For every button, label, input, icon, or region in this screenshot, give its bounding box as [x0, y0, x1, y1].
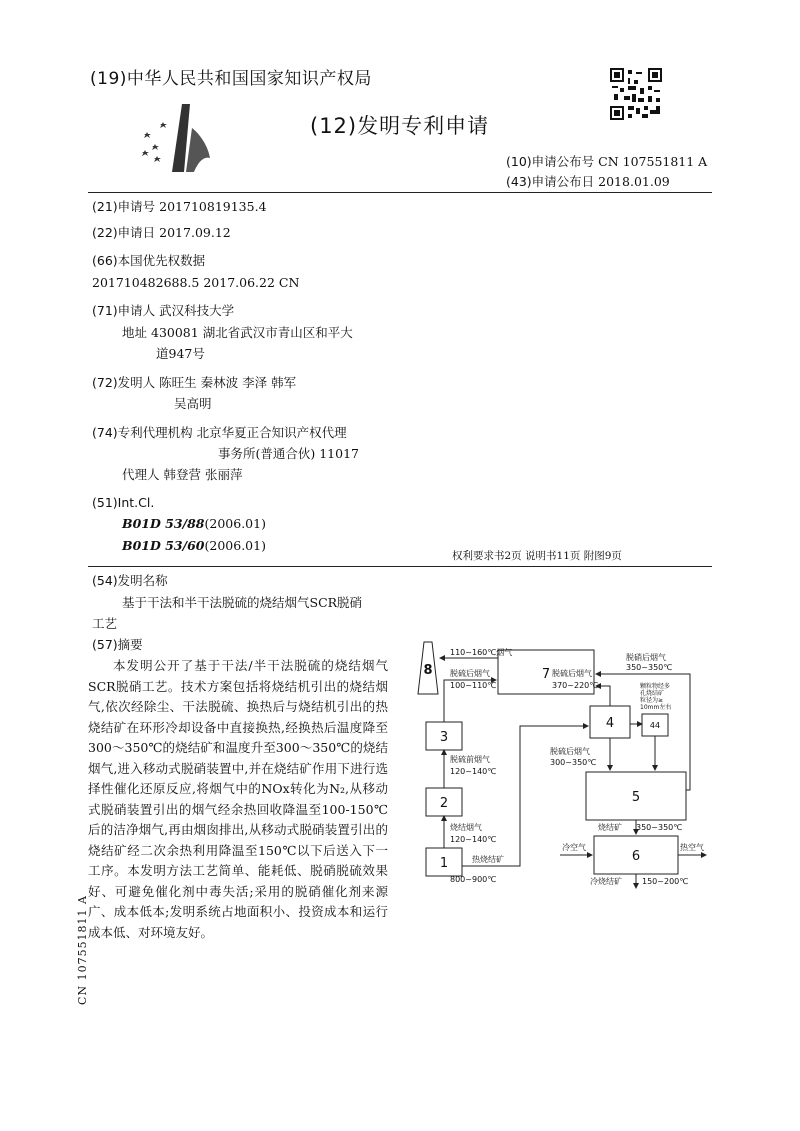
label-44-note-4: 10mm左右	[640, 704, 672, 711]
applicant-value: 武汉科技大学	[159, 303, 235, 318]
box-2-label: 2	[439, 796, 449, 811]
priority-data	[92, 272, 299, 294]
publication-number	[506, 152, 707, 170]
label-cold-ore-temp: 150~200℃	[642, 877, 689, 886]
inventors-line-1: 陈旺生 秦林波 李泽 韩军	[159, 375, 297, 390]
inventors-line-2: 吴高明	[174, 396, 212, 411]
title-line-2: 工艺	[92, 616, 118, 631]
box-3-label: 3	[439, 730, 449, 745]
abstract-label: (57)摘要	[92, 637, 143, 652]
header-divider	[88, 192, 712, 193]
label-hot-ore-temp: 800~900℃	[450, 875, 497, 884]
inventors	[92, 372, 296, 394]
label-7-left: 脱硫后烟气	[450, 669, 490, 678]
agency-label: (74)专利代理机构	[92, 425, 193, 440]
box-5-label: 5	[631, 790, 641, 805]
box-44-label: 44	[649, 721, 661, 730]
applicant	[92, 300, 234, 322]
label-7-right-temp: 370~220℃	[552, 681, 599, 690]
abstract-text: 本发明公开了基于干法/半干法脱硫的烧结烟气SCR脱硝工艺。技术方案包括将烧结机引出的烧结烟气,依次经除尘、干法脱硫、换热后与烧结机引出的热烧结矿在环形冷却设备中直接换热,经换热后温度降至300～350℃的烧结矿和温度升至300～350℃的烧结烟气,进入移动式脱硝装置中,并在烧结矿作用下进行选择性催化还原反应,将烟气中的NOx转化为N₂,从移动式脱硝装置引出的烟气经余热回收降温至100-150℃后的洁净烟气,再由烟囱排出,从移动式脱硝装置引出的烧结矿经二次余热利用降温至150℃以下后送入下一工序。本发明方法工艺简单、能耗低、脱硝脱硫效果好、可避免催化剂中毒失活;采用的脱硝催化剂来源广、成本低本;发明系统占地面积小、投资成本和运行成本低、对环境友好。	[88, 658, 388, 940]
publication-number-value: CN 107551811 A	[598, 154, 708, 169]
publication-date	[506, 172, 670, 190]
box-6-label: 6	[631, 849, 641, 864]
label-cold-ore: 冷烧结矿	[590, 877, 622, 886]
label-44-note-3: 粒径为≥	[640, 697, 664, 704]
agent-value: 韩登营 张丽萍	[163, 467, 243, 482]
side-publication-code: CN 107551811 A	[76, 895, 89, 1005]
agency-line-2: 事务所(普通合伙) 11017	[218, 446, 359, 461]
intcl-1	[122, 513, 266, 535]
document-type: (12)发明专利申请	[310, 114, 490, 138]
label-ore-5-temp: 350~350℃	[636, 823, 683, 832]
applicant-label: (71)申请人	[92, 303, 156, 318]
agent	[122, 464, 242, 486]
priority-value: 201710482688.5 2017.06.22 CN	[92, 275, 300, 290]
address-line-1: 430081 湖北省武汉市青山区和平大	[151, 325, 353, 340]
priority-label: (66)本国优先权数据	[92, 253, 206, 268]
title-label: (54)发明名称	[92, 573, 168, 588]
cnipa-logo	[138, 98, 216, 176]
address-label: 地址	[122, 325, 148, 340]
label-44-note-2: 孔烧结矿	[640, 690, 665, 697]
intcl-label: (51)Int.Cl.	[92, 495, 155, 510]
intcl-1-code: B01D 53/88	[122, 516, 205, 531]
patent-agency	[92, 422, 347, 444]
label-7-left-temp: 100~110℃	[450, 681, 497, 690]
label-2-to-3: 脱硫前烟气	[450, 755, 490, 764]
issuing-office: (19)中华人民共和国国家知识产权局	[90, 69, 372, 89]
application-number	[92, 196, 267, 218]
label-7-right: 脱硫后烟气	[552, 669, 592, 678]
publication-date-label: (43)申请公布日	[506, 174, 595, 189]
label-stack-in: 110~160℃烟气	[450, 648, 513, 657]
label-4-out-temp: 300~350℃	[550, 758, 597, 767]
box-4-label: 4	[605, 716, 615, 731]
process-flow-diagram	[410, 630, 712, 892]
application-date	[92, 222, 231, 244]
label-top-right: 脱硝后烟气	[626, 653, 666, 662]
page-counts: 权利要求书2页 说明书11页 附图9页	[452, 550, 622, 562]
intcl-1-year: (2006.01)	[204, 516, 266, 531]
address	[122, 322, 353, 344]
label-hot-ore: 热烧结矿	[472, 855, 504, 864]
box-7-label: 7	[541, 667, 551, 682]
label-cold-air: 冷空气	[562, 843, 586, 852]
box-1-label: 1	[439, 856, 449, 871]
intcl-2-code: B01D 53/60	[122, 538, 205, 553]
label-1-to-2-temp: 120~140℃	[450, 835, 497, 844]
application-date-label: (22)申请日	[92, 225, 156, 240]
publication-date-value: 2018.01.09	[598, 174, 670, 189]
label-top-right-temp: 350~350℃	[626, 663, 673, 672]
address-line-2: 道947号	[156, 346, 205, 361]
label-1-to-2: 烧结烟气	[450, 823, 482, 832]
label-ore-5: 烧结矿	[598, 823, 622, 832]
agency-line-1: 北京华夏正合知识产权代理	[196, 425, 347, 440]
qr-code	[610, 68, 662, 120]
inventors-label: (72)发明人	[92, 375, 156, 390]
title-line-1: 基于干法和半干法脱硫的烧结烟气SCR脱硝	[122, 595, 363, 610]
intcl-2	[122, 535, 266, 557]
label-2-to-3-temp: 120~140℃	[450, 767, 497, 776]
intcl-2-year: (2006.01)	[204, 538, 266, 553]
agent-label: 代理人	[122, 467, 160, 482]
label-4-out: 脱硫后烟气	[550, 747, 590, 756]
label-44-note-1: 颗粒物经多	[640, 683, 671, 690]
application-number-label: (21)申请号	[92, 199, 156, 214]
application-date-value: 2017.09.12	[159, 225, 231, 240]
application-number-value: 201710819135.4	[159, 199, 267, 214]
publication-number-label: (10)申请公布号	[506, 154, 595, 169]
label-hot-air: 热空气	[680, 843, 704, 852]
biblio-divider	[88, 566, 712, 567]
box-8-label: 8	[423, 663, 433, 678]
